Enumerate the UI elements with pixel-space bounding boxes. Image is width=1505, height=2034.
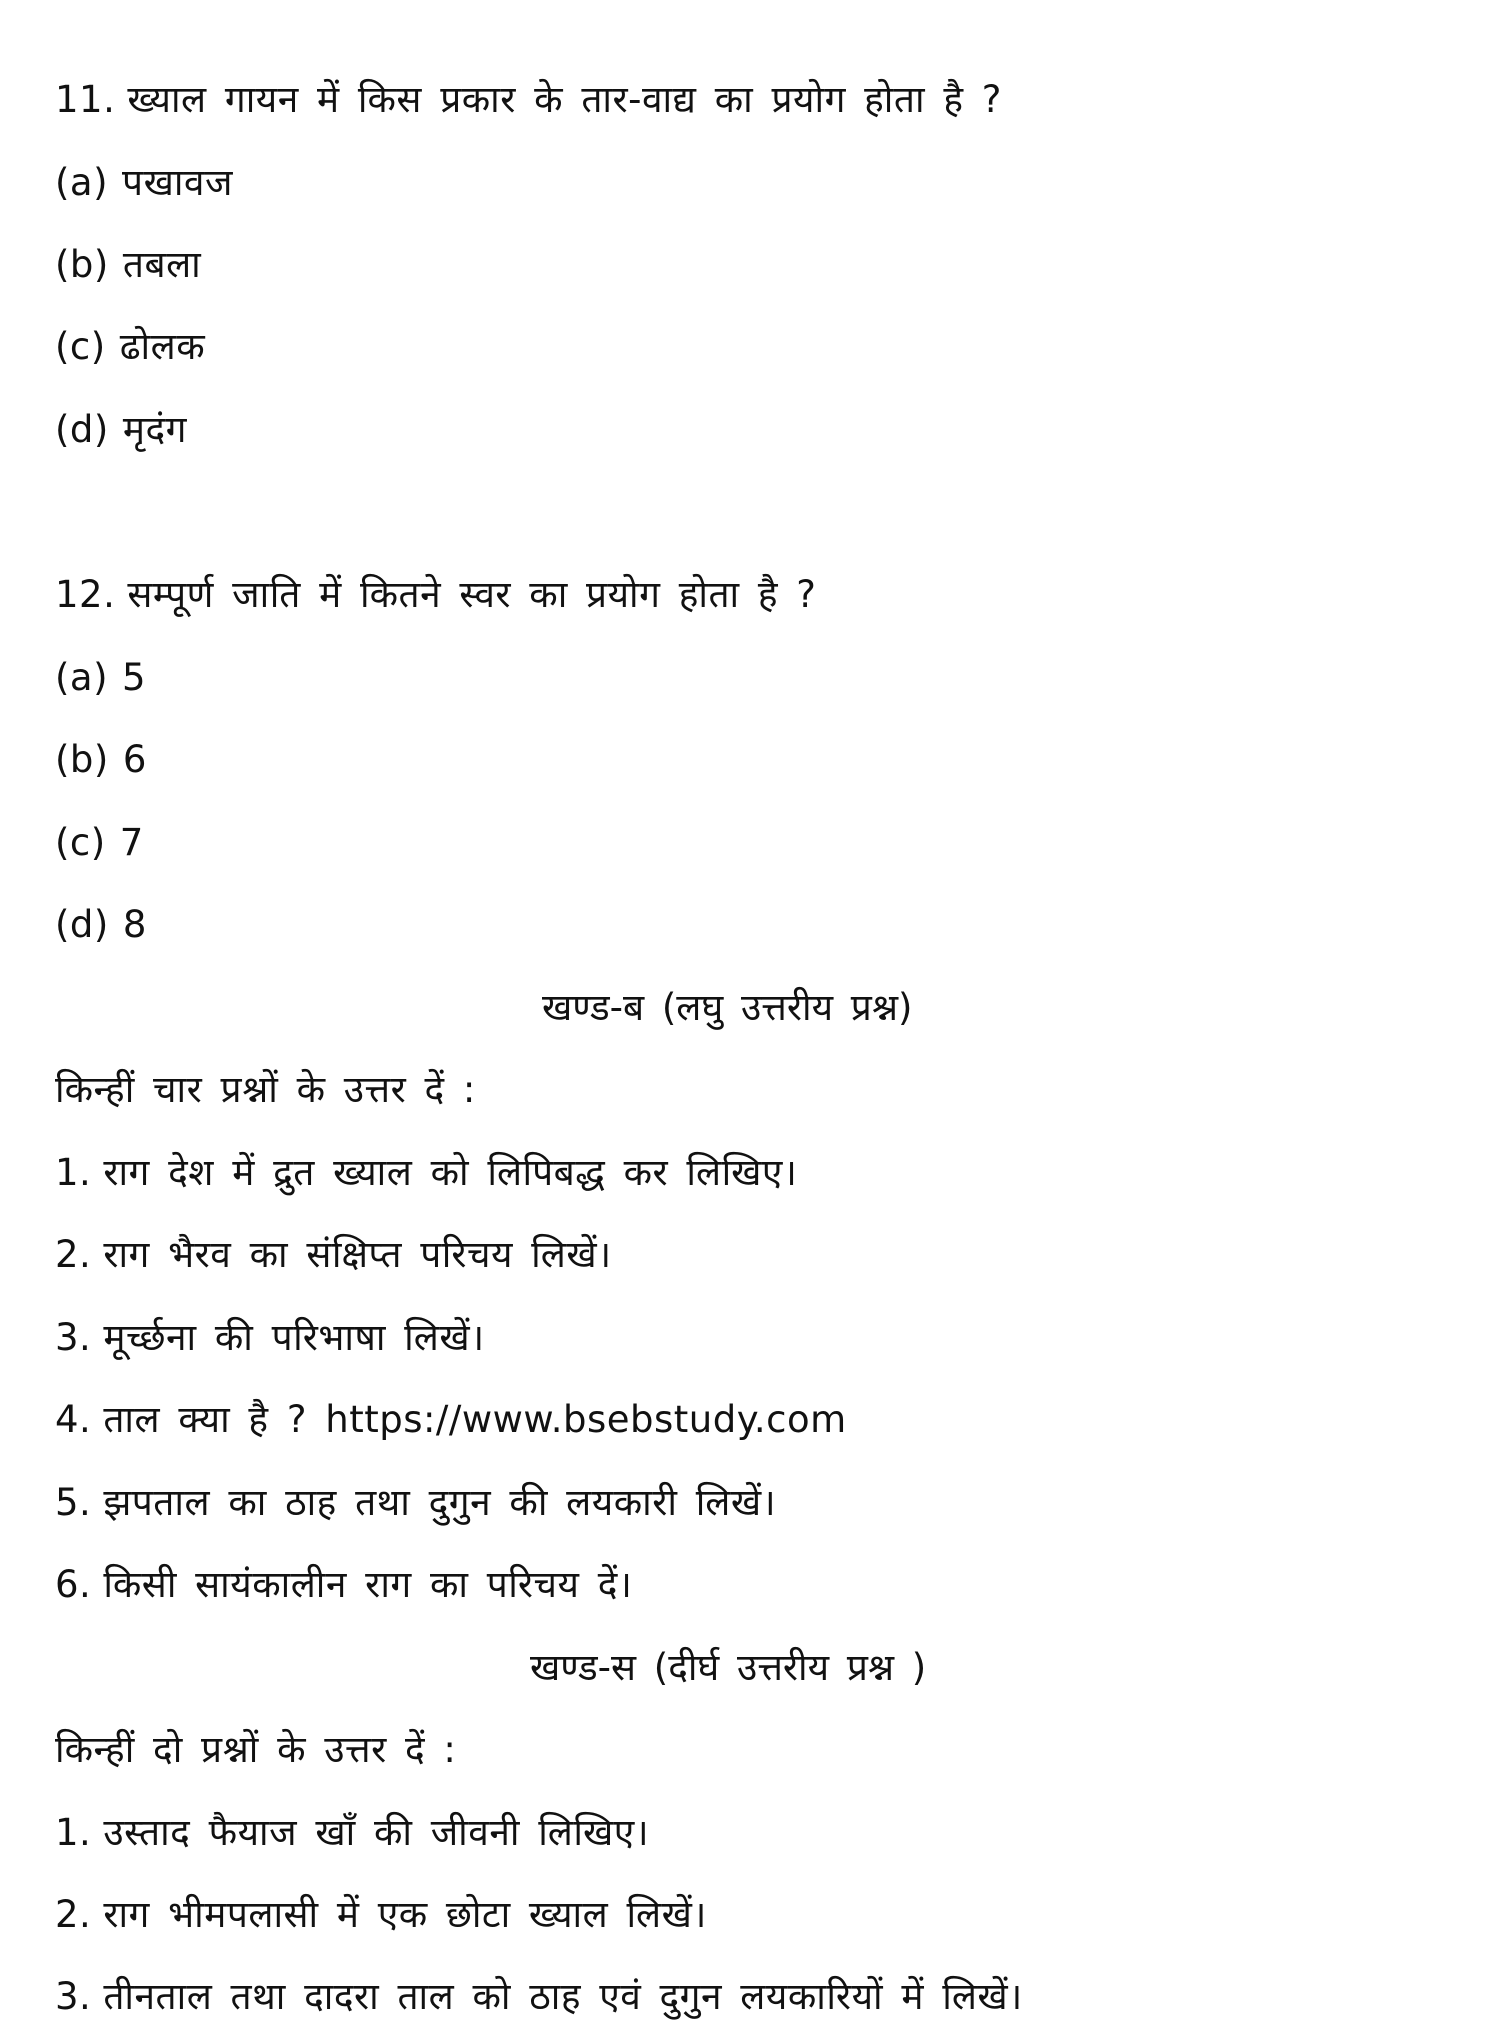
question-text: राग देश में द्रुत ख्याल को लिपिबद्ध कर लिखिए।	[103, 1151, 798, 1194]
option-d	[55, 405, 187, 455]
option-text: तबला	[122, 243, 202, 286]
question-number: 11.	[55, 78, 116, 121]
question-text: ख्याल गायन में किस प्रकार के तार-वाद्य का प्रयोग होता है ?	[127, 78, 1002, 121]
option-text: 6	[122, 738, 147, 781]
exam-page	[55, 0, 1455, 2034]
option-text: मृदंग	[122, 408, 187, 451]
section-b-question-1	[55, 1148, 797, 1198]
option-a	[55, 653, 146, 703]
section-b-question-2	[55, 1230, 612, 1280]
section-b-question-4	[55, 1395, 847, 1445]
option-b	[55, 240, 201, 290]
section-c-instruction: किन्हीं दो प्रश्नों के उत्तर दें :	[55, 1728, 457, 1771]
section-b-instruction: किन्हीं चार प्रश्नों के उत्तर दें :	[55, 1068, 476, 1111]
option-label: (d)	[55, 408, 109, 451]
section-c-question-3	[55, 1972, 1023, 2022]
question-text: राग भीमपलासी में एक छोटा ख्याल लिखें।	[103, 1893, 707, 1936]
question-text: मूर्च्छना की परिभाषा लिखें।	[103, 1316, 485, 1359]
option-d	[55, 900, 147, 950]
question-number: 6.	[55, 1563, 92, 1606]
section-b-question-5	[55, 1478, 776, 1528]
option-label: (c)	[55, 325, 106, 368]
option-label: (c)	[55, 821, 106, 864]
option-label: (b)	[55, 243, 109, 286]
option-c	[55, 322, 205, 372]
option-text: ढोलक	[119, 325, 206, 368]
question-text: झपताल का ठाह तथा दुगुन की लयकारी लिखें।	[103, 1481, 777, 1524]
question-number: 4.	[55, 1398, 92, 1441]
question-number: 1.	[55, 1811, 92, 1854]
section-b-question-3	[55, 1313, 485, 1363]
option-text: 8	[122, 903, 147, 946]
option-label: (d)	[55, 903, 109, 946]
question-number: 12.	[55, 573, 116, 616]
question-text: सम्पूर्ण जाति में कितने स्वर का प्रयोग होता है ?	[127, 573, 817, 616]
question-number: 2.	[55, 1893, 92, 1936]
question-text: उस्ताद फैयाज खाँ की जीवनी लिखिए।	[103, 1811, 650, 1854]
section-b-heading: खण्ड-ब (लघु उत्तरीय प्रश्न)	[542, 986, 913, 1029]
option-c	[55, 818, 144, 868]
section-c-heading: खण्ड-स (दीर्घ उत्तरीय प्रश्न )	[530, 1646, 927, 1689]
section-b-question-6	[55, 1560, 632, 1610]
question-text: राग भैरव का संक्षिप्त परिचय लिखें।	[103, 1233, 612, 1276]
question-number: 2.	[55, 1233, 92, 1276]
option-label: (a)	[55, 656, 109, 699]
option-a	[55, 158, 233, 208]
question-text: किसी सायंकालीन राग का परिचय दें।	[103, 1563, 633, 1606]
question-12	[55, 570, 816, 620]
section-c-question-2	[55, 1890, 707, 1940]
option-label: (b)	[55, 738, 109, 781]
question-11	[55, 75, 1002, 125]
option-text: पखावज	[122, 161, 233, 204]
question-number: 5.	[55, 1481, 92, 1524]
option-text: 7	[119, 821, 144, 864]
option-b	[55, 735, 147, 785]
question-number: 3.	[55, 1975, 92, 2018]
option-label: (a)	[55, 161, 109, 204]
section-c-question-1	[55, 1808, 649, 1858]
question-number: 1.	[55, 1151, 92, 1194]
question-text: ताल क्या है ? https://www.bsebstudy.com	[103, 1398, 847, 1441]
option-text: 5	[122, 656, 147, 699]
question-number: 3.	[55, 1316, 92, 1359]
question-text: तीनताल तथा दादरा ताल को ठाह एवं दुगुन लयकारियों में लिखें।	[103, 1975, 1023, 2018]
